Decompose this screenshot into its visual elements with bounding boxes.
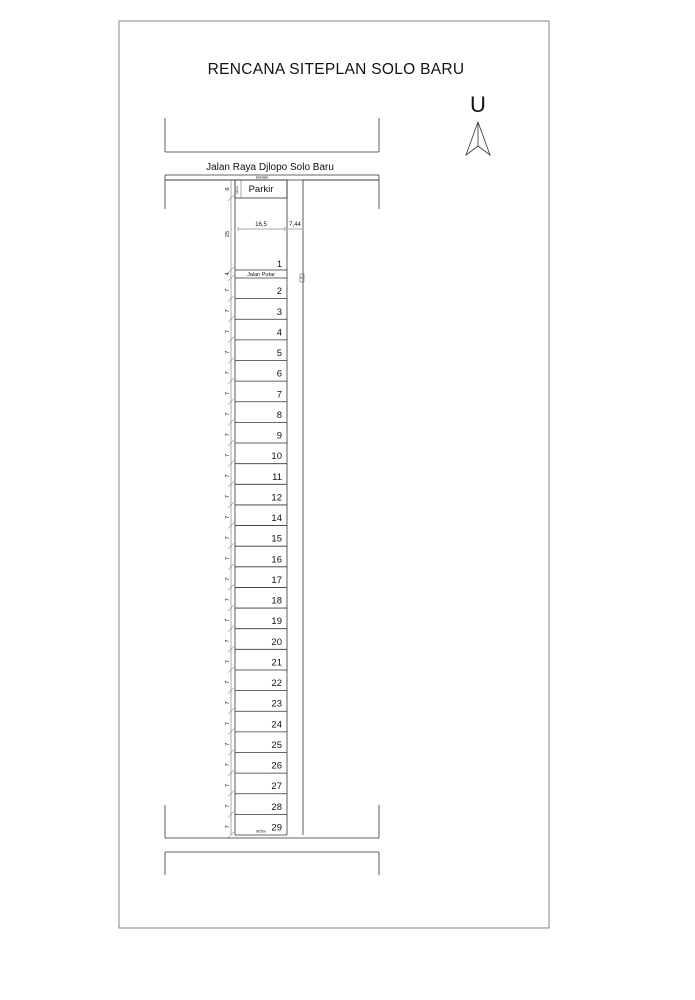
plot-number: 29: [271, 822, 282, 834]
side-lane-label: Jl: [299, 276, 303, 280]
plot-depth: 7: [225, 556, 231, 561]
north-arrow-icon: [466, 122, 490, 155]
road-small-label: Sekolah: [255, 175, 269, 180]
plot-depth: 7: [225, 701, 231, 705]
plot-depth: 7: [225, 742, 231, 746]
turn-road-depth: 4: [225, 272, 231, 276]
bottom-bracket: [165, 852, 379, 875]
plot-depth: 7: [225, 515, 231, 519]
plot-depth: 7: [225, 722, 231, 726]
plot-depth: 7: [225, 412, 231, 416]
plot-depth: 7: [225, 536, 231, 540]
plot-number: 11: [272, 471, 282, 483]
plot-depth: 7: [225, 804, 231, 808]
lot-1-number: 1: [276, 259, 282, 269]
plot-number: 9: [276, 430, 282, 442]
plot-number: 18: [271, 595, 282, 607]
plot-number: 20: [271, 636, 282, 648]
plot-depth: 7: [225, 474, 231, 478]
side-lane-width: 7,44: [289, 222, 301, 228]
plot-number: 19: [271, 616, 282, 628]
plot-depth: 7: [225, 433, 231, 437]
plot-number: 26: [271, 760, 282, 772]
plot-depth: 7: [225, 495, 231, 499]
parking-side-label: Akses: [235, 185, 239, 195]
plot-number: 10: [271, 451, 282, 463]
plot-number: 14: [271, 513, 282, 525]
lot-1-depth: 25: [225, 230, 231, 238]
plot-depth: 7: [225, 598, 231, 602]
plot-number: 2: [276, 286, 282, 298]
plot-depth: 7: [225, 330, 231, 334]
plot-depth: 7: [225, 288, 231, 292]
turn-road: [235, 272, 287, 278]
top-bracket: [165, 118, 379, 152]
plot-number: 4: [276, 327, 282, 339]
plot-depth: 7: [225, 309, 231, 313]
rth-label: RTH: [256, 829, 266, 834]
plot-depth: 7: [225, 639, 231, 643]
plot-depth: 7: [225, 680, 231, 684]
plot-number: 24: [271, 719, 282, 731]
plot-number: 27: [271, 781, 282, 793]
plot-depth: 7: [225, 618, 231, 622]
plot-number: 15: [271, 533, 282, 545]
plot-number: 6: [276, 368, 282, 380]
road-name: Jalan Raya Djlopo Solo Baru: [206, 162, 334, 173]
lot-1: [235, 222, 287, 270]
plot-number: 7: [276, 389, 282, 401]
parking-area: [235, 180, 287, 198]
page-title: RENCANA SITEPLAN SOLO BARU: [207, 61, 465, 78]
plot-depth: 7: [225, 391, 231, 395]
plot-number: 16: [271, 554, 282, 566]
plot-depth: 7: [225, 783, 231, 787]
plot-number: 5: [276, 348, 282, 360]
plot-number: 17: [271, 574, 282, 586]
lot-1-width: 16,5: [255, 222, 267, 228]
plot-depth: 7: [225, 350, 231, 354]
side-lane: [288, 222, 304, 282]
north-letter: U: [470, 92, 486, 117]
plot-number: 22: [271, 678, 282, 690]
plots-group: [225, 286, 287, 838]
plot-number: 21: [271, 657, 282, 669]
plot-depth: 7: [225, 371, 231, 375]
dimension-axis: [225, 180, 234, 835]
sheet-border: [119, 21, 549, 928]
plot-number: 12: [271, 492, 282, 504]
plot-number: 8: [276, 409, 282, 421]
north-indicator: [466, 92, 490, 155]
plot-number: 23: [271, 698, 282, 710]
plot-depth: 7: [225, 825, 231, 829]
plot-depth: 7: [225, 763, 231, 767]
parking-depth: 6: [225, 187, 231, 191]
plot-depth: 7: [225, 453, 231, 457]
turn-road-label: Jalan Putar: [247, 272, 275, 278]
plot-depth: 7: [225, 660, 231, 664]
plot-depth: 7: [225, 577, 231, 581]
plot-number: 28: [271, 801, 282, 813]
parking-label: Parkir: [248, 184, 274, 195]
plot-number: 25: [271, 739, 282, 751]
plot-number: 3: [276, 306, 282, 318]
